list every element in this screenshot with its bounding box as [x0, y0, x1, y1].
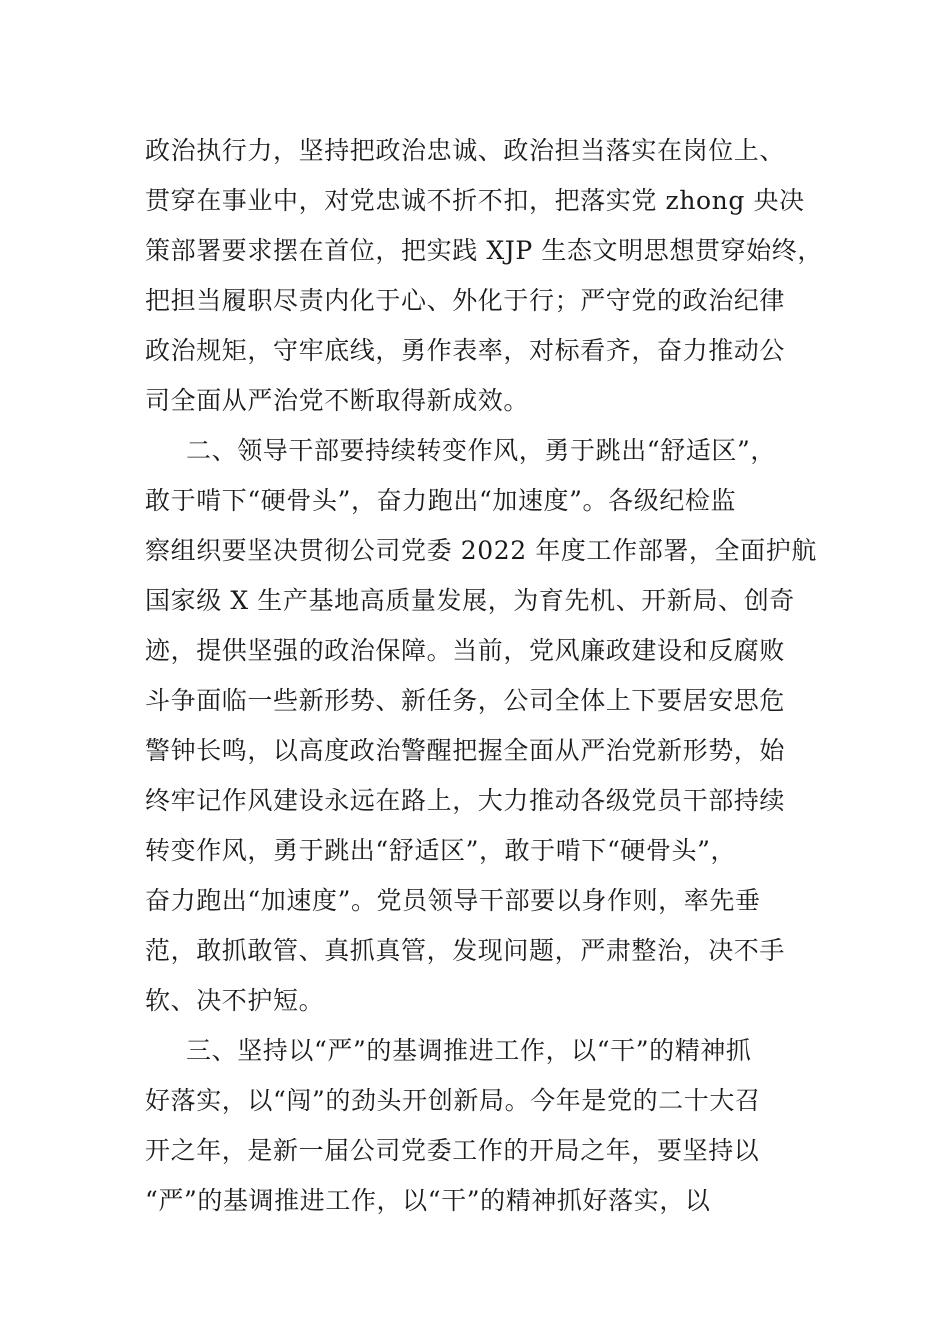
text-line: 转变作风，勇于跳出“舒适区”，敢于啃下“硬骨头”， — [145, 836, 737, 865]
text-line: 软、决不护短。 — [145, 986, 325, 1015]
text-line: 迹，提供坚强的政治保障。当前，党风廉政建设和反腐败 — [145, 636, 786, 665]
text-line: 开之年，是新一届公司党委工作的开局之年，要坚持以 — [145, 1136, 760, 1165]
text-line: 斗争面临一些新形势、新任务，公司全体上下要居安思危 — [145, 686, 786, 715]
text-line: 司全面从严治党不断取得新成效。 — [145, 386, 530, 415]
text-line: 范，敢抓敢管、真抓真管，发现问题，严肃整治，决不手 — [145, 936, 786, 965]
text-line: 政治执行力，坚持把政治忠诚、政治担当落实在岗位上、 — [145, 136, 786, 165]
text-line: 奋力跑出“加速度”。党员领导干部要以身作则，率先垂 — [145, 886, 761, 915]
text-line: 敢于啃下“硬骨头”，奋力跑出“加速度”。各级纪检监 — [145, 486, 737, 515]
text-line: “严”的基调推进工作，以“干”的精神抓好落实，以 — [145, 1186, 711, 1215]
paragraph-start-line: 二、领导干部要持续转变作风，勇于跳出“舒适区”， — [186, 436, 776, 465]
text-line: 国家级 X 生产基地高质量发展，为育先机、开新局、创奇 — [145, 586, 795, 615]
text-line: 终牢记作风建设永远在路上，大力推动各级党员干部持续 — [145, 786, 786, 815]
text-line: 察组织要坚决贯彻公司党委 2022 年度工作部署，全面护航 — [145, 536, 817, 565]
text-line: 政治规矩，守牢底线，勇作表率，对标看齐，奋力推动公 — [145, 336, 786, 365]
paragraph-start-line: 三、坚持以“严”的基调推进工作，以“干”的精神抓 — [186, 1036, 752, 1065]
text-line: 策部署要求摆在首位，把实践 XJP 生态文明思想贯穿始终， — [145, 236, 823, 265]
text-line: 好落实，以“闯”的劲头开创新局。今年是党的二十大召 — [145, 1086, 761, 1115]
text-line: 把担当履职尽责内化于心、外化于行；严守党的政治纪律 — [145, 286, 786, 315]
text-line: 警钟长鸣，以高度政治警醒把握全面从严治党新形势，始 — [145, 736, 786, 765]
text-line: 贯穿在事业中，对党忠诚不折不扣，把落实党 zhong 央决 — [145, 186, 805, 215]
